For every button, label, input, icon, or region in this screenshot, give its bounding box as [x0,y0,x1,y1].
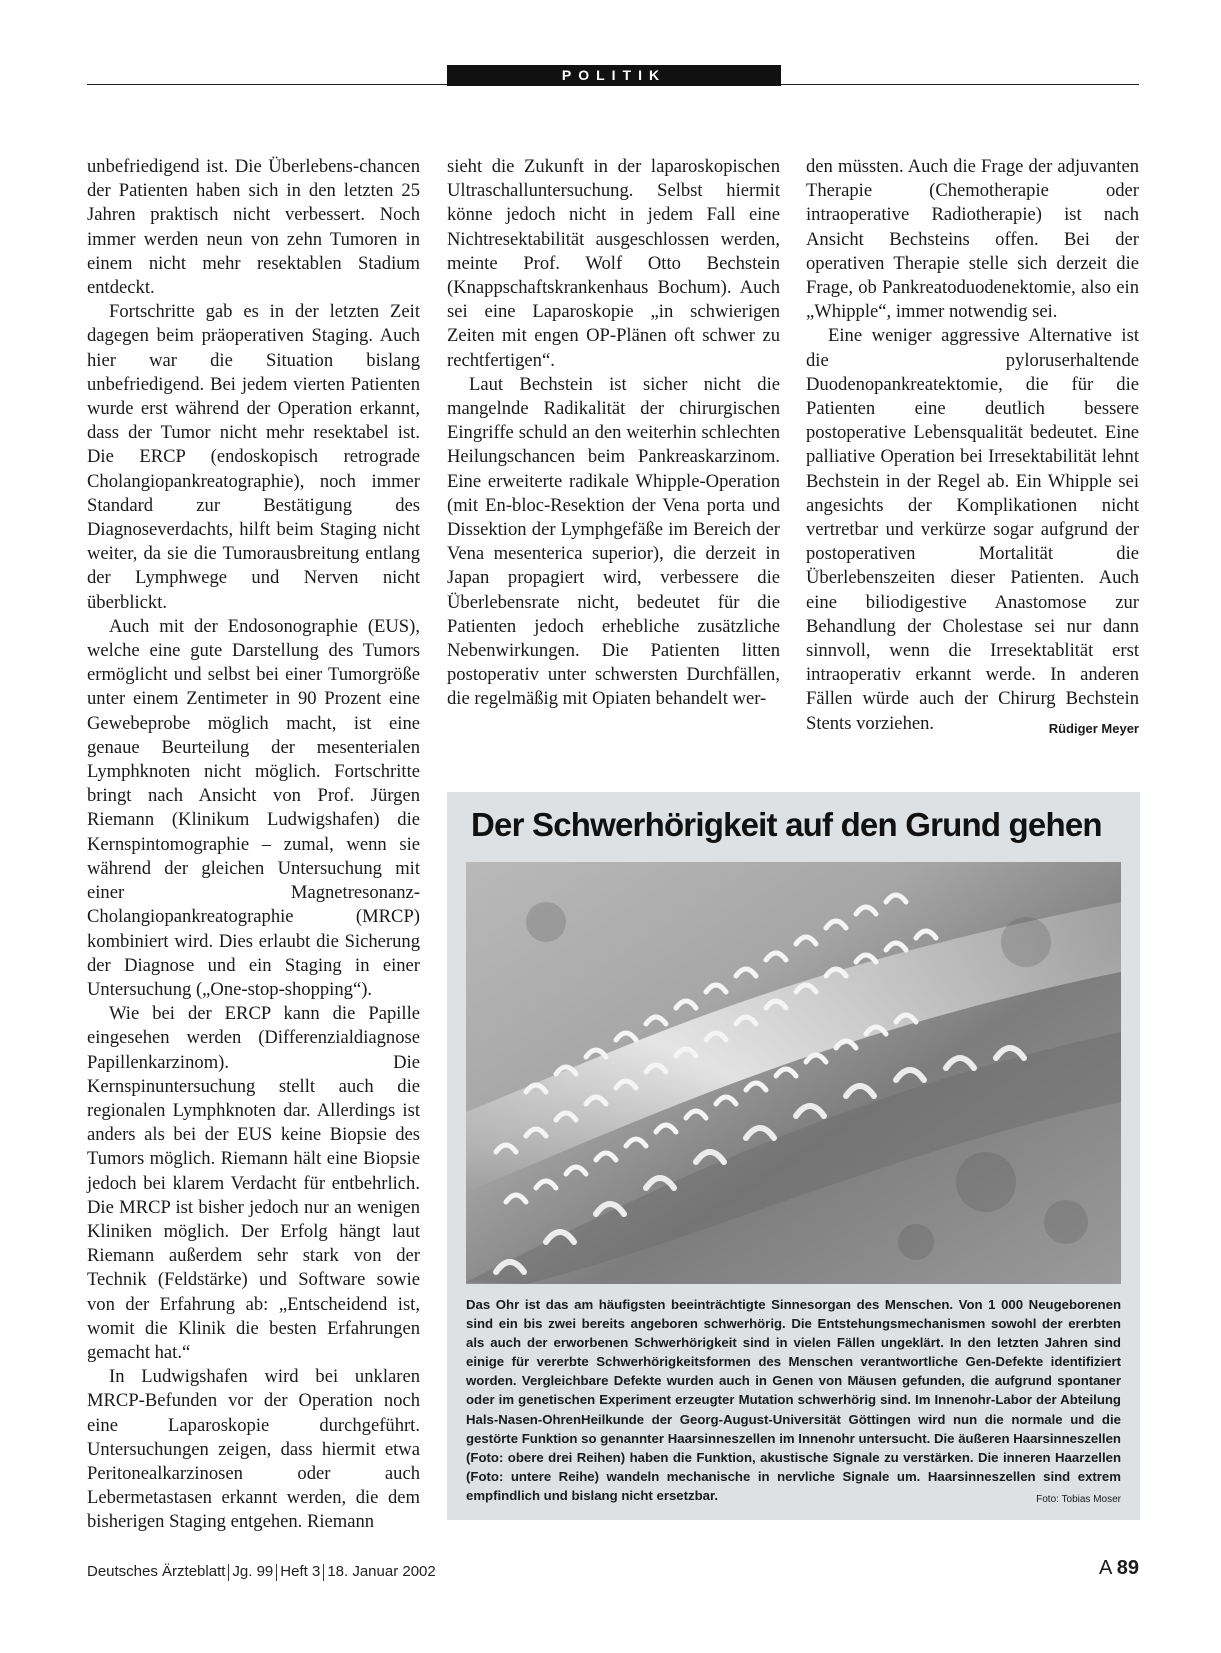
separator [323,1564,324,1581]
paragraph [806,324,1139,735]
paragraph: In Ludwigshafen wird bei unklaren MRCP-Befunden vor der Operation noch eine Laparoskopie durchgeführt. Untersuchungen zeigen, dass hiermit etwa Peritonealkarzinosen oder auch Lebermetastasen erkannt werden, die dem bisherigen Staging entgehen. Riemann [87,1366,420,1533]
caption-text: Das Ohr ist das am häufigsten beeinträchtigte Sinnesorgan des Menschen. Von 1 000 Neugeborenen sind ein bis zwei bereits angeboren schwerhörig. Die Entstehungsmechanismen sowohl der ererbten als auch der erworbenen Schwerhörigkeit sind in vielen Fällen ungeklärt. In den letzten Jahren sind einige für vererbte Schwerhörigkeitsformen des Menschen verantwortliche Gen-Defekte identifiziert worden. Vergleichbare Defekte wurden auch in Genen von Mäusen gefunden, die aufgrund spontaner oder im genetischen Experiment erzeugter Mutation schwerhörig sind. Im Innenohr-Labor der Abteilung Hals-Nasen-OhrenHeilkunde der Georg-August-Universität Göttingen wird nun die normale und die gestörte Funktion so genannter Haarsinneszellen im Innenohr untersucht. Die äußeren Haarsinneszellen (Foto: obere drei Reihen) haben die Funktion, akustische Signale zu verstärken. Die inneren Haarzellen (Foto: untere Reihe) wandeln mechanische in nervliche Signale um. Haarsinneszellen sind extrem empfindlich und bislang nicht ersetzbar. [466,1297,1121,1503]
paragraph: Laut Bechstein ist sicher nicht die mangelnde Radikalität der chirurgischen Eingriffe schuld an den weiterhin schlechten Heilungschancen beim Pankreaskarzinom. Eine erweiterte radikale Whipple-Operation (mit En-bloc-Resektion der Vena porta und Dissektion der Lymphgefäße im Bereich der Vena mesenterica superior), die derzeit in Japan propagiert wird, verbessere die Überlebensrate nicht, bedeutet für die Patienten jedoch erhebliche zusätzliche Nebenwirkungen. Die Patienten litten postoperativ unter schwersten Durchfällen, die regelmäßig mit Opiaten behandelt wer- [447,373,780,710]
page-number [1099,1557,1139,1580]
box-title: Der Schwerhörigkeit auf den Grund gehen [471,806,1102,843]
issue: Heft 3 [280,1563,321,1580]
section-label: POLITIK [447,65,781,86]
article-column-1 [87,155,420,1535]
paragraph: Auch mit der Endosonographie (EUS), welche eine gute Darstellung des Tumors ermöglicht und selbst bei einer Tumorgröße unter einem Zentimeter in 90 Prozent eine Gewebeprobe möglich macht, ist eine genaue Beurteilung der mesenterialen Lymphknoten nicht möglich. Fortschritte bringt nach Ansicht von Prof. Jürgen Riemann (Klinikum Ludwigshafen) die Kernspintomographie – zumal, wenn sie während der gleichen Untersuchung mit einer Magnetresonanz-Cholangiopankreatographie (MRCP) kombiniert wird. Dies erlaubt die Sicherung der Diagnose und ein Staging in einer Untersuchung („One-stop-shopping“). [87,615,420,1000]
micrograph-image [466,862,1121,1284]
separator [228,1564,229,1581]
paragraph: Fortschritte gab es in der letzten Zeit dagegen beim präoperativen Staging. Auch hier war die Situation bislang unbefriedigend. Bei jedem vierten Patienten wurde erst während der Operation erkannt, dass der Tumor nicht mehr resektabel ist. Die ERCP (endoskopisch retrograde Cholangiopankreatographie), noch immer Standard zur Bestätigung des Diagnoseverdachts, hilft beim Staging nicht weiter, da sie die Tumorausbreitung entlang der Lymphwege und Nerven nicht überblickt. [87,301,420,613]
paragraph: Wie bei der ERCP kann die Papille eingesehen werden (Differenzialdiagnose Papillenkarzinom). Die Kernspinuntersuchung stellt auch die regionalen Lymphknoten dar. Allerdings ist anders als bei der EUS keine Biopsie des Tumors möglich. Riemann hält eine Biopsie jedoch bei klarem Verdacht für entbehrlich. Die MRCP ist bisher jedoch nur an wenigen Kliniken möglich. Der Erfolg hängt laut Riemann außerdem sehr stark von der Technik (Feldstärke) und Software sowie von der Erfahrung ab: „Entscheidend ist, womit die Klinik die besten Erfahrungen gemacht hat.“ [87,1003,420,1363]
paragraph-text: Eine weniger aggressive Alternative ist die pyloruserhaltende Duodenopankreatektomie, die für die Patienten eine deutlich bessere postoperative Lebensqualität bedeutet. Eine palliative Operation bei Irresektabilität lehnt Bechstein in der Regel ab. Ein Whipple sei angesichts der Komplikationen nicht vertretbar und verkürze sogar aufgrund der postoperativen Mortalität die Überlebenszeiten dieser Patienten. Auch eine biliodigestive Anastomose zur Behandlung der Cholestase sei nur dann sinnvoll, wenn die Irresektablität erst intraoperativ erkannt werde. In anderen Fällen würde auch der Chirurg Bechstein Stents vorziehen. [806,325,1139,734]
author-byline: Rüdiger Meyer [1048,720,1139,736]
paragraph: den müssten. Auch die Frage der adjuvanten Therapie (Chemotherapie oder intraoperative Radiotherapie) ist nach Ansicht Bechsteins offen. Bei der operativen Therapie stelle sich derzeit die Frage, ob Pankreatoduodenektomie, also ein „Whipple“, immer notwendig sei. [806,156,1139,323]
article-column-3 [806,155,1139,741]
article-column-2 [447,155,780,712]
page-footer [87,1563,436,1581]
volume: Jg. 99 [232,1563,274,1580]
info-box [447,792,1140,1520]
photo-caption [466,1295,1121,1509]
separator [276,1564,277,1581]
hair-cells-photo [466,862,1121,1284]
page-prefix: A [1098,1557,1112,1579]
paragraph: unbefriedigend ist. Die Überlebens-chancen der Patienten haben sich in den letzten 25 Jahren praktisch nicht verbessert. Noch immer werden neun von zehn Tumoren in einem nicht mehr resektablen Stadium entdeckt. [87,156,420,299]
page-number-value: 89 [1116,1557,1139,1579]
photo-credit: Foto: Tobias Moser [1036,1493,1121,1505]
journal-name: Deutsches Ärzteblatt [87,1563,226,1580]
paragraph: sieht die Zukunft in der laparoskopischen Ultraschalluntersuchung. Selbst hiermit könne jedoch nicht in jedem Fall eine Nichtresektabilität ausgeschlossen werden, meinte Prof. Wolf Otto Bechstein (Knappschaftskrankenhaus Bochum). Auch sei eine Laparoskopie „in schwierigen Zeiten mit engen OP-Plänen oft schwer zu rechtfertigen“. [447,156,780,371]
issue-date: 18. Januar 2002 [327,1563,436,1580]
